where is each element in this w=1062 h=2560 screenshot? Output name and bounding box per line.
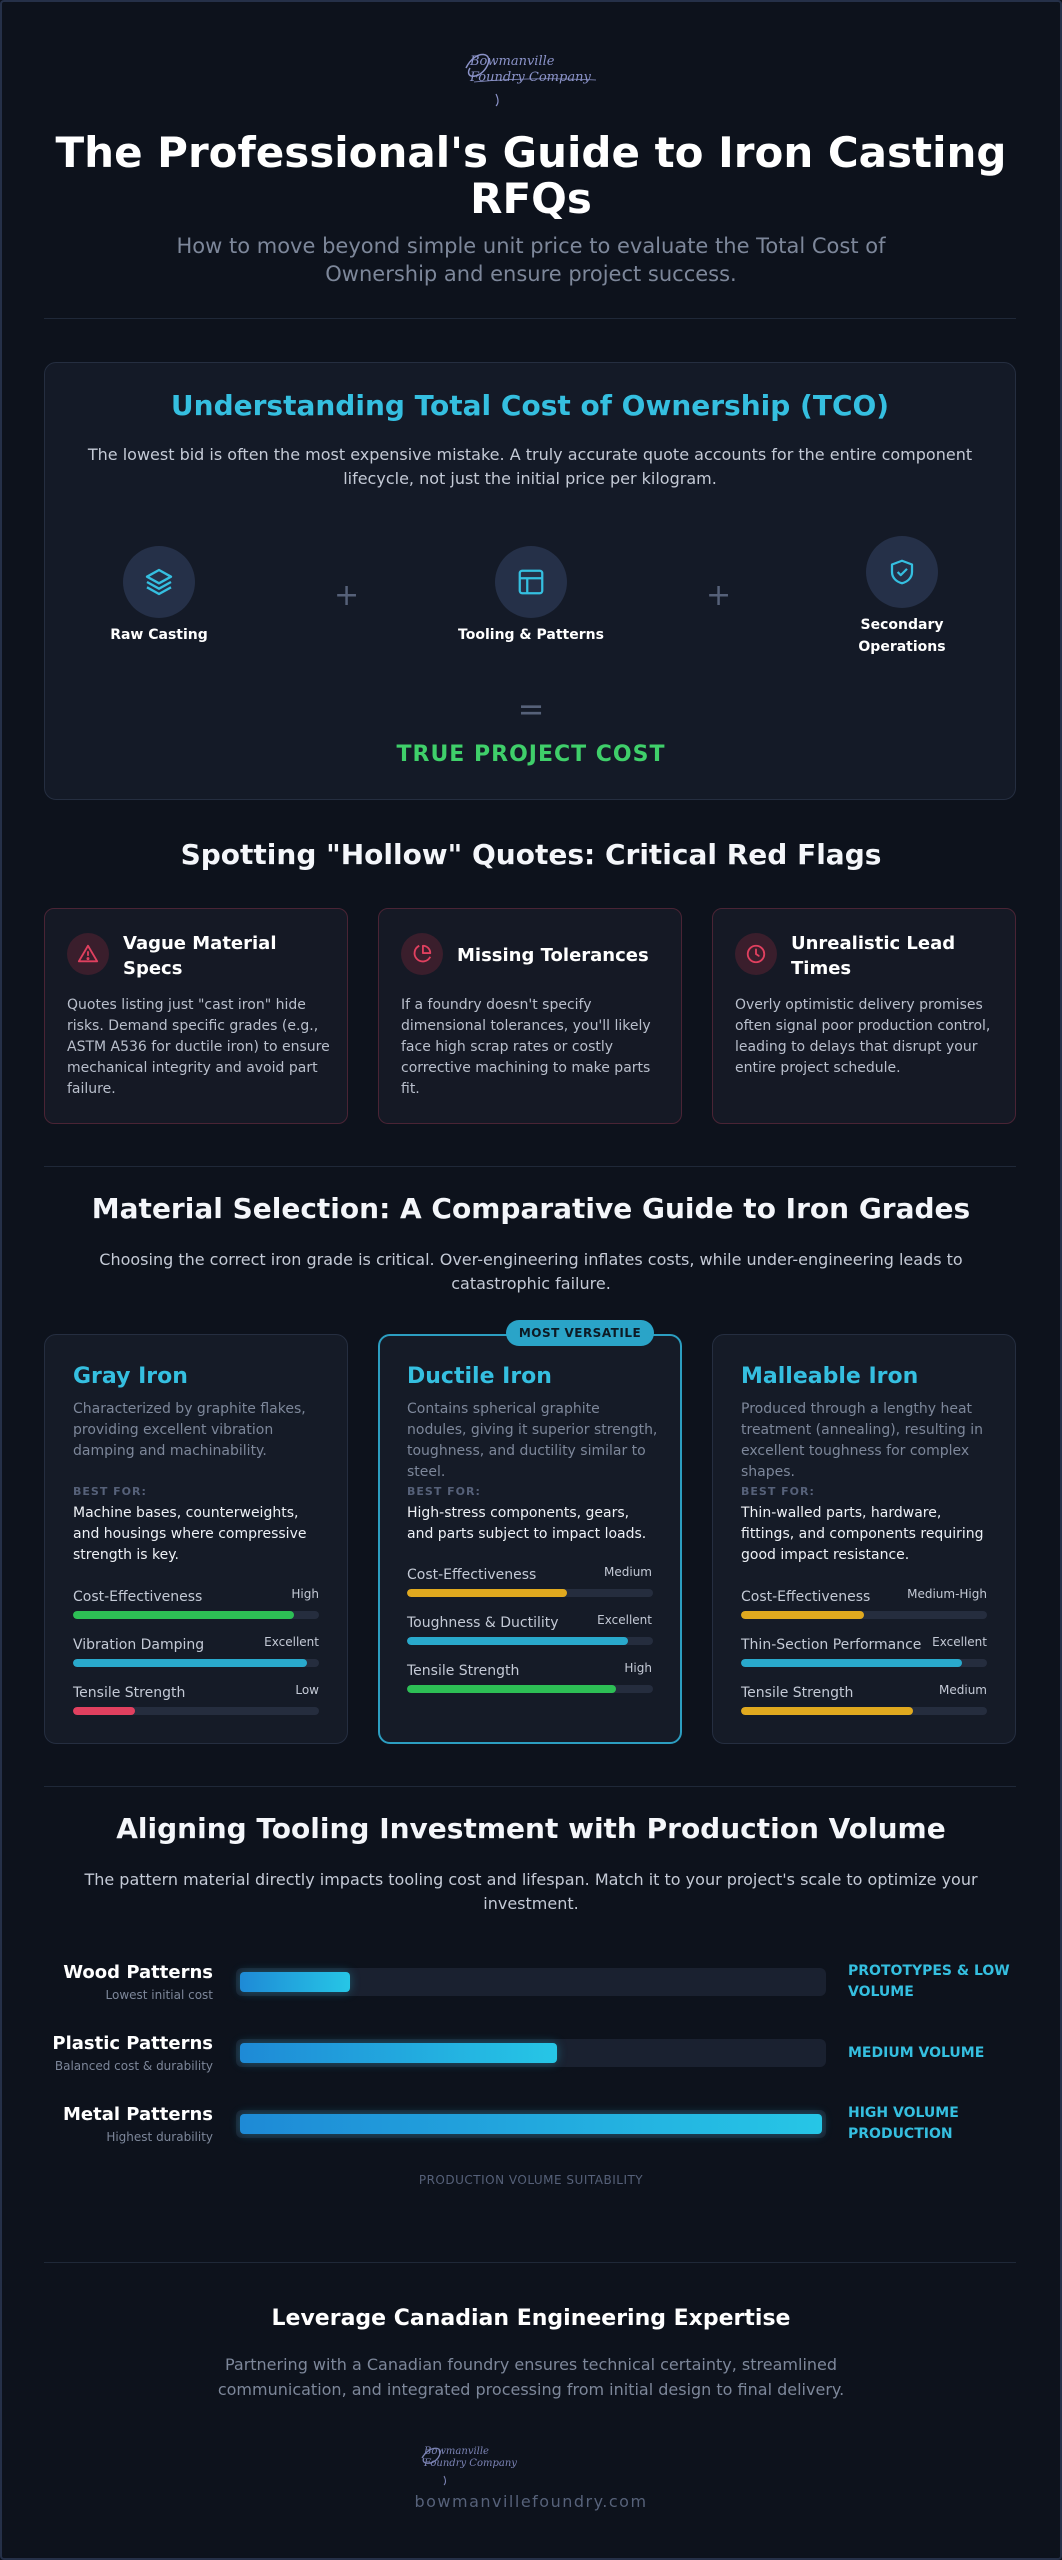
red-flag-body: Overly optimistic delivery promises often signal poor production control, leading to delays that disrupt your entire project schedule.: [735, 997, 991, 1076]
pattern-fill: [240, 2114, 822, 2134]
red-flag-card: [378, 908, 682, 1124]
metric-fill: [407, 1589, 567, 1597]
metric-bar: [73, 1707, 319, 1715]
metric-fill: [73, 1707, 135, 1715]
metric-fill: [407, 1637, 628, 1645]
iron-card-malleable: [712, 1334, 1016, 1744]
iron-name: Gray Iron: [73, 1364, 188, 1389]
pattern-name: Plastic Patterns: [52, 2033, 213, 2054]
metric-label: Cost-Effectiveness: [407, 1567, 537, 1583]
layout-icon: [516, 567, 546, 597]
tooling-intro: The pattern material directly impacts tooling cost and lifespan. Match it to your project's scale to optimize your investment.: [84, 1870, 978, 1913]
pattern-fill: [240, 1972, 350, 1992]
metric-bar: [73, 1611, 319, 1619]
metric-value: Medium: [939, 1683, 987, 1697]
divider: [44, 1166, 1016, 1167]
best-for-text: High-stress components, gears, and parts subject to impact loads.: [407, 1505, 647, 1542]
metric-value: High: [291, 1587, 319, 1601]
metric-value: Medium: [604, 1565, 652, 1579]
metric-bar: [407, 1685, 653, 1693]
metric-fill: [741, 1707, 913, 1715]
metric-fill: [73, 1611, 294, 1619]
metric-bar: [741, 1659, 987, 1667]
footer-logo-text: Bowmanville Foundry Company: [424, 2446, 517, 2469]
volume-axis-label: PRODUCTION VOLUME SUITABILITY: [418, 2173, 644, 2187]
metric-value: Low: [295, 1683, 319, 1697]
tco-result: TRUE PROJECT COST: [396, 742, 666, 767]
red-flag-title: Vague Material Specs: [123, 933, 277, 979]
metric-value: Excellent: [264, 1635, 319, 1649]
footer-body: Partnering with a Canadian foundry ensures technical certainty, streamlined communication, and integrated processing from initial design to final delivery.: [217, 2355, 845, 2399]
tco-item-label: Raw Casting: [110, 627, 208, 643]
red-flag-card: [44, 908, 348, 1124]
page-title: The Professional's Guide to Iron Casting RFQs: [55, 128, 1007, 223]
iron-card-ductile: [378, 1334, 682, 1744]
metric-bar: [407, 1637, 653, 1645]
equals-sign: =: [517, 690, 545, 728]
metric-bar: [73, 1659, 319, 1667]
footer-url[interactable]: bowmanvillefoundry.com: [414, 2492, 648, 2511]
tco-item-secondary: [866, 536, 938, 608]
pattern-sub: Lowest initial cost: [105, 1988, 213, 2002]
metric-bar: [741, 1707, 987, 1715]
pattern-fill: [240, 2043, 557, 2063]
metric-fill: [407, 1685, 616, 1693]
metric-fill: [741, 1611, 864, 1619]
red-flag-title: Missing Tolerances: [457, 945, 649, 966]
red-flags-title: Spotting "Hollow" Quotes: Critical Red Flags: [180, 838, 882, 871]
header-logo: [456, 38, 606, 108]
metric-label: Thin-Section Performance: [741, 1637, 922, 1653]
pattern-bar: [236, 2110, 826, 2138]
best-for-label: BEST FOR:: [741, 1485, 815, 1498]
shield-check-icon: [887, 557, 917, 587]
metric-value: Excellent: [597, 1613, 652, 1627]
tco-item-raw-casting: [123, 546, 195, 618]
metric-fill: [741, 1659, 962, 1667]
best-for-label: BEST FOR:: [73, 1485, 147, 1498]
most-versatile-badge: MOST VERSATILE: [506, 1320, 654, 1346]
tco-item-label: Tooling & Patterns: [458, 627, 604, 643]
iron-desc: Characterized by graphite flakes, providing excellent vibration damping and machinability.: [73, 1401, 306, 1459]
best-for-text: Machine bases, counterweights, and housings where compressive strength is key.: [73, 1505, 307, 1563]
metric-label: Tensile Strength: [407, 1663, 520, 1679]
iron-desc: Contains spherical graphite nodules, giving it superior strength, toughness, and ductility similar to steel.: [407, 1401, 658, 1480]
metric-value: High: [624, 1661, 652, 1675]
tco-intro: The lowest bid is often the most expensive mistake. A truly accurate quote accounts for the entire component lifecycle, not just the initial price per kilogram.: [87, 445, 973, 488]
red-flag-body: If a foundry doesn't specify dimensional tolerances, you'll likely face high scrap rates or costly corrective machining to make parts fit.: [401, 997, 651, 1097]
footer-title: Leverage Canadian Engineering Expertise: [271, 2306, 791, 2331]
clock-icon: [745, 943, 767, 965]
metric-label: Tensile Strength: [73, 1685, 186, 1701]
best-for-label: BEST FOR:: [407, 1485, 481, 1498]
iron-card-gray: [44, 1334, 348, 1744]
pattern-name: Metal Patterns: [63, 2104, 213, 2125]
pattern-volume: HIGH VOLUME PRODUCTION: [848, 2105, 959, 2142]
tooling-title: Aligning Tooling Investment with Production Volume: [116, 1812, 946, 1845]
red-flag-body: Quotes listing just "cast iron" hide risks. Demand specific grades (e.g., ASTM A536 for ductile iron) to ensure mechanical integrity and avoid part failure.: [67, 997, 330, 1097]
warning-triangle-icon: [77, 943, 99, 965]
pattern-sub: Balanced cost & durability: [54, 2059, 213, 2073]
divider: [44, 2262, 1016, 2263]
metric-label: Tensile Strength: [741, 1685, 854, 1701]
iron-name: Ductile Iron: [407, 1364, 552, 1389]
iron-name: Malleable Iron: [741, 1364, 919, 1389]
pattern-sub: Highest durability: [106, 2130, 213, 2144]
iron-desc: Produced through a lengthy heat treatment (annealing), resulting in excellent toughness for complex shapes.: [741, 1401, 984, 1480]
pattern-bar: [236, 2039, 826, 2067]
pattern-name: Wood Patterns: [63, 1962, 213, 1983]
pattern-volume: MEDIUM VOLUME: [848, 2045, 985, 2061]
red-flag-title: Unrealistic Lead Times: [791, 933, 956, 979]
page-subtitle: How to move beyond simple unit price to evaluate the Total Cost of Ownership and ensure project success.: [176, 234, 886, 286]
metric-fill: [73, 1659, 307, 1667]
metric-bar: [741, 1611, 987, 1619]
header-logo-text: Bowmanville Foundry Company: [470, 54, 591, 85]
metric-label: Cost-Effectiveness: [73, 1589, 203, 1605]
pie-chart-icon: [411, 943, 433, 965]
best-for-text: Thin-walled parts, hardware, fittings, and components requiring good impact resistance.: [741, 1505, 984, 1563]
tco-item-label: Secondary Operations: [858, 617, 946, 655]
tco-item-tooling: [495, 546, 567, 618]
pattern-volume: PROTOTYPES & LOW VOLUME: [848, 1963, 1010, 2000]
layers-icon: [143, 566, 175, 598]
tco-title: Understanding Total Cost of Ownership (TCO): [170, 389, 890, 422]
divider: [44, 318, 1016, 319]
materials-title: Material Selection: A Comparative Guide to Iron Grades: [91, 1192, 971, 1225]
plus-sign: +: [706, 578, 732, 613]
pattern-bar: [236, 1968, 826, 1996]
materials-intro: Choosing the correct iron grade is critical. Over-engineering inflates costs, while under-engineering leads to catastrophic failure.: [99, 1250, 963, 1293]
metric-label: Toughness & Ductility: [407, 1615, 559, 1631]
metric-value: Medium-High: [907, 1587, 987, 1601]
divider: [44, 1786, 1016, 1787]
metric-bar: [407, 1589, 653, 1597]
metric-label: Vibration Damping: [73, 1637, 205, 1653]
plus-sign: +: [334, 578, 360, 613]
metric-value: Excellent: [932, 1635, 987, 1649]
footer-logo: [414, 2436, 524, 2486]
red-flag-card: [712, 908, 1016, 1124]
metric-label: Cost-Effectiveness: [741, 1589, 871, 1605]
